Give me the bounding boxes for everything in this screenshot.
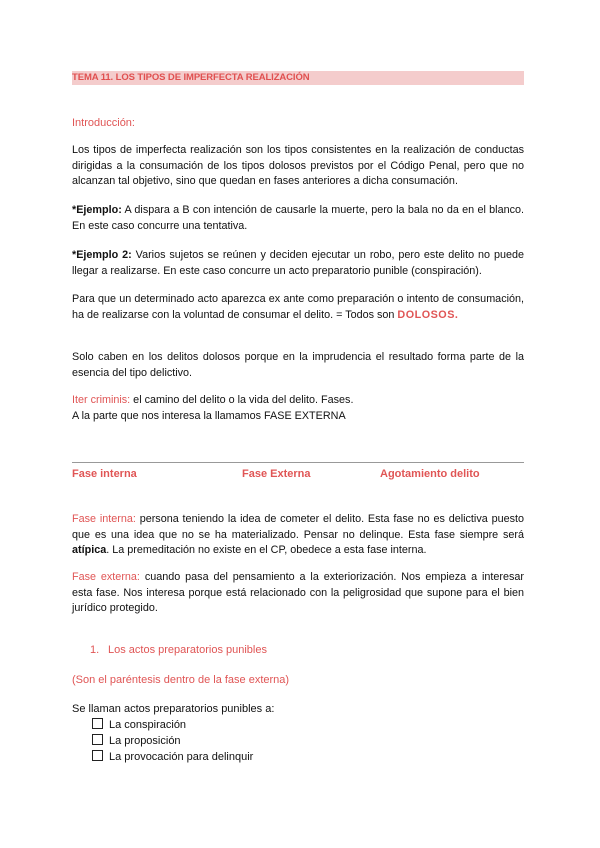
checkbox-icon[interactable] xyxy=(92,718,103,729)
fase-externa-paragraph xyxy=(72,570,524,617)
example-2-label: *Ejemplo 2: xyxy=(72,249,132,261)
parenthesis-note: (Son el paréntesis dentro de la fase externa) xyxy=(72,674,290,686)
fase-interna-text-1: persona teniendo la idea de cometer el delito. Esta fase no es delictiva puesto que es una idea que no se ha materializado. Pensar no delinque. Esta fase siempre será xyxy=(72,513,524,541)
fase-externa-line: A la parte que nos interesa la llamamos FASE EXTERNA xyxy=(72,409,346,422)
example-1-paragraph xyxy=(72,203,524,234)
example-2-text: Varios sujetos se reúnen y deciden ejecutar un robo, pero este delito no puede llegar a realizarse. En este caso concurre un acto preparatorio punible (conspiración). xyxy=(72,249,524,277)
phase-fase-interna: Fase interna xyxy=(72,468,137,480)
list-heading-text: Los actos preparatorios punibles xyxy=(108,644,267,656)
phase-divider xyxy=(72,462,524,463)
checklist-item xyxy=(92,750,253,766)
iter-label: Iter criminis: xyxy=(72,394,131,406)
fase-externa-label: Fase externa: xyxy=(72,571,140,583)
dolo-text: Para que un determinado acto aparezca ex ante como preparación o intento de consumación, ha de realizarse con la voluntad de consumar el delito. = Todos son xyxy=(72,293,524,321)
checklist-label: La proposición xyxy=(109,735,181,747)
page-title: TEMA 11. LOS TIPOS DE IMPERFECTA REALIZACIÓN xyxy=(72,71,524,85)
checklist-item xyxy=(92,734,181,750)
fase-externa-text: cuando pasa del pensamiento a la exteriorización. Nos empieza a interesar esta fase. Nos interesa porque está relacionado con la peligrosidad que supone para el bien jurídico protegido. xyxy=(72,571,524,614)
se-llaman-intro: Se llaman actos preparatorios punibles a: xyxy=(72,703,275,715)
checklist-label: La conspiración xyxy=(109,719,187,731)
list-heading-number: 1. xyxy=(90,644,100,656)
intro-heading: Introducción: xyxy=(72,117,135,129)
dolosos-highlight: DOLOSOS. xyxy=(397,308,459,321)
checklist-item xyxy=(92,718,186,734)
example-2-paragraph xyxy=(72,248,524,279)
example-1-text: A dispara a B con intención de causarle la muerte, pero la bala no da en el blanco. En este caso concurre una tentativa. xyxy=(72,204,524,232)
fase-interna-label: Fase interna: xyxy=(72,513,136,525)
intro-paragraph: Los tipos de imperfecta realización son los tipos consistentes en la realización de conductas dirigidas a la consumación de los tipos dolosos previstos por el Código Penal, pero que no alcanzan tal objetivo, sino que quedan en fases anteriores a dicha consumación. xyxy=(72,144,524,187)
atipica-bold: atípica xyxy=(72,544,107,556)
example-1-label: *Ejemplo: xyxy=(72,204,122,216)
solo-paragraph: Solo caben en los delitos dolosos porque en la imprudencia el resultado forma parte de la esencia del tipo delictivo. xyxy=(72,351,524,379)
phase-fase-externa: Fase Externa xyxy=(242,468,311,480)
list-heading xyxy=(90,644,267,656)
fase-interna-text-2: . La premeditación no existe en el CP, obedece a esta fase interna. xyxy=(106,544,427,556)
phase-agotamiento-delito: Agotamiento delito xyxy=(380,468,480,480)
dolo-paragraph xyxy=(72,292,524,323)
fase-interna-paragraph xyxy=(72,512,524,559)
iter-text: el camino del delito o la vida del delito. Fases. xyxy=(130,394,354,406)
checkbox-icon[interactable] xyxy=(92,750,103,761)
checklist-label: La provocación para delinquir xyxy=(109,751,254,763)
checkbox-icon[interactable] xyxy=(92,734,103,745)
iter-paragraph xyxy=(72,393,524,424)
